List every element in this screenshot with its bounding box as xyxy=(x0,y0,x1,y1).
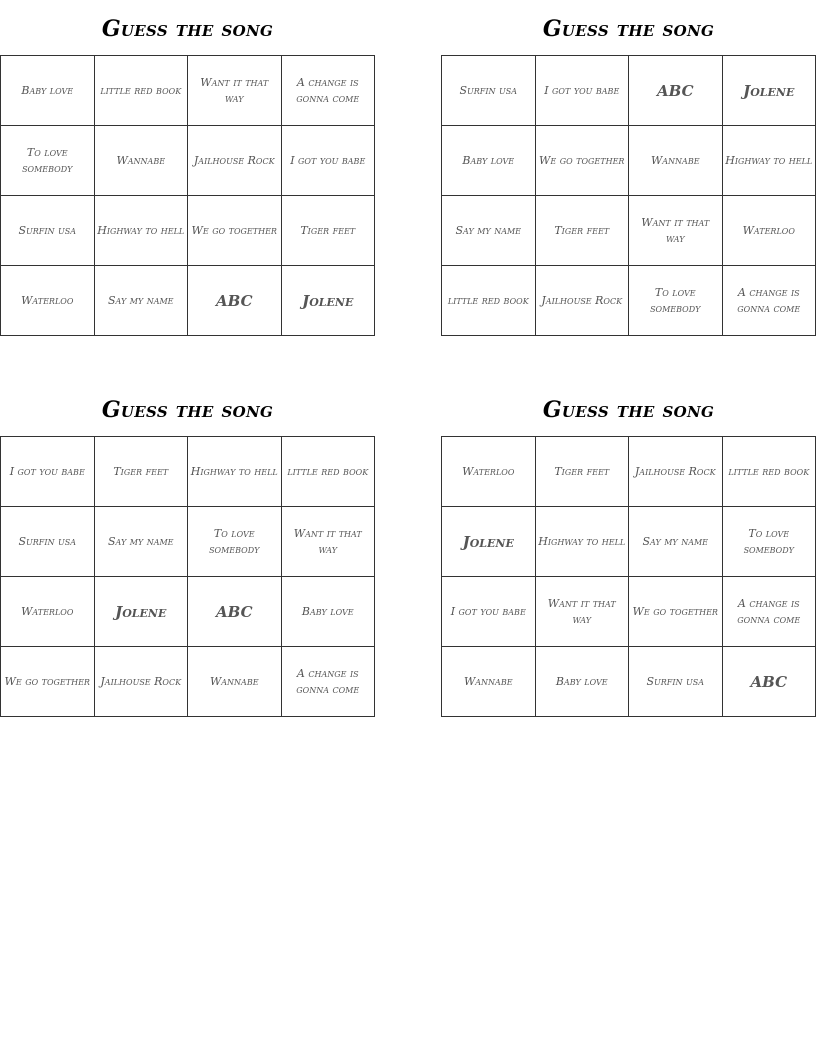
bingo-cell: Tiger feet xyxy=(95,437,189,507)
bingo-cell: Say my name xyxy=(95,507,189,577)
card-title: Guess the song xyxy=(542,397,715,423)
bingo-grid xyxy=(441,55,816,336)
bingo-cell: little red book xyxy=(442,266,536,336)
bingo-cell: I got you babe xyxy=(442,577,536,647)
bingo-cell: Jailhouse Rock xyxy=(188,126,282,196)
bingo-cell: Wannabe xyxy=(629,126,723,196)
bingo-cell: Baby love xyxy=(282,577,376,647)
bingo-cell: ABC xyxy=(723,647,816,717)
bingo-cell: To love somebody xyxy=(188,507,282,577)
bingo-cell: A change is gonna come xyxy=(282,647,376,717)
bingo-cell: Jailhouse Rock xyxy=(536,266,630,336)
bingo-cell: Baby love xyxy=(442,126,536,196)
bingo-grid xyxy=(0,55,375,336)
bingo-cell: Wannabe xyxy=(188,647,282,717)
bingo-cell: Want it that way xyxy=(536,577,630,647)
bingo-cell: Want it that way xyxy=(282,507,376,577)
bingo-cell: Highway to hell xyxy=(95,196,189,266)
bingo-cell: Waterloo xyxy=(1,266,95,336)
bingo-cell: We go together xyxy=(1,647,95,717)
bingo-cell: Say my name xyxy=(629,507,723,577)
bingo-cell: To love somebody xyxy=(1,126,95,196)
bingo-cell: Highway to hell xyxy=(723,126,816,196)
card-title: Guess the song xyxy=(101,397,274,423)
bingo-grid xyxy=(441,436,816,717)
bingo-cell: A change is gonna come xyxy=(723,266,816,336)
bingo-cell: Want it that way xyxy=(629,196,723,266)
bingo-grid xyxy=(0,436,375,717)
bingo-cell: We go together xyxy=(536,126,630,196)
bingo-cell: Want it that way xyxy=(188,56,282,126)
bingo-cell: Baby love xyxy=(536,647,630,717)
bingo-cell: ABC xyxy=(188,577,282,647)
bingo-cell: Surfin usa xyxy=(1,196,95,266)
card-title: Guess the song xyxy=(542,16,715,42)
bingo-cell: Surfin usa xyxy=(629,647,723,717)
bingo-cell: Surfin usa xyxy=(1,507,95,577)
bingo-cell: Tiger feet xyxy=(536,437,630,507)
bingo-cell: A change is gonna come xyxy=(723,577,816,647)
bingo-cell: Highway to hell xyxy=(536,507,630,577)
bingo-cell: Tiger feet xyxy=(282,196,376,266)
bingo-cell: Say my name xyxy=(95,266,189,336)
bingo-cell: Jailhouse Rock xyxy=(629,437,723,507)
bingo-cell: Jolene xyxy=(282,266,376,336)
bingo-cell: little red book xyxy=(95,56,189,126)
bingo-cell: little red book xyxy=(282,437,376,507)
bingo-cell: Waterloo xyxy=(1,577,95,647)
bingo-cell: Baby love xyxy=(1,56,95,126)
bingo-cell: Wannabe xyxy=(95,126,189,196)
bingo-cell: I got you babe xyxy=(536,56,630,126)
bingo-cell: little red book xyxy=(723,437,816,507)
bingo-cell: ABC xyxy=(188,266,282,336)
bingo-cell: Jolene xyxy=(95,577,189,647)
bingo-cell: I got you babe xyxy=(282,126,376,196)
bingo-cell: Surfin usa xyxy=(442,56,536,126)
bingo-cell: Say my name xyxy=(442,196,536,266)
bingo-cell: We go together xyxy=(629,577,723,647)
bingo-cell: Highway to hell xyxy=(188,437,282,507)
bingo-cell: Waterloo xyxy=(442,437,536,507)
bingo-cell: ABC xyxy=(629,56,723,126)
bingo-cell: Jailhouse Rock xyxy=(95,647,189,717)
bingo-cell: Jolene xyxy=(723,56,816,126)
bingo-cell: To love somebody xyxy=(629,266,723,336)
bingo-cell: To love somebody xyxy=(723,507,816,577)
bingo-cell: Waterloo xyxy=(723,196,816,266)
bingo-cell: A change is gonna come xyxy=(282,56,376,126)
bingo-cell: Wannabe xyxy=(442,647,536,717)
bingo-cell: We go together xyxy=(188,196,282,266)
bingo-cell: I got you babe xyxy=(1,437,95,507)
bingo-cell: Jolene xyxy=(442,507,536,577)
bingo-cell: Tiger feet xyxy=(536,196,630,266)
card-title: Guess the song xyxy=(101,16,274,42)
